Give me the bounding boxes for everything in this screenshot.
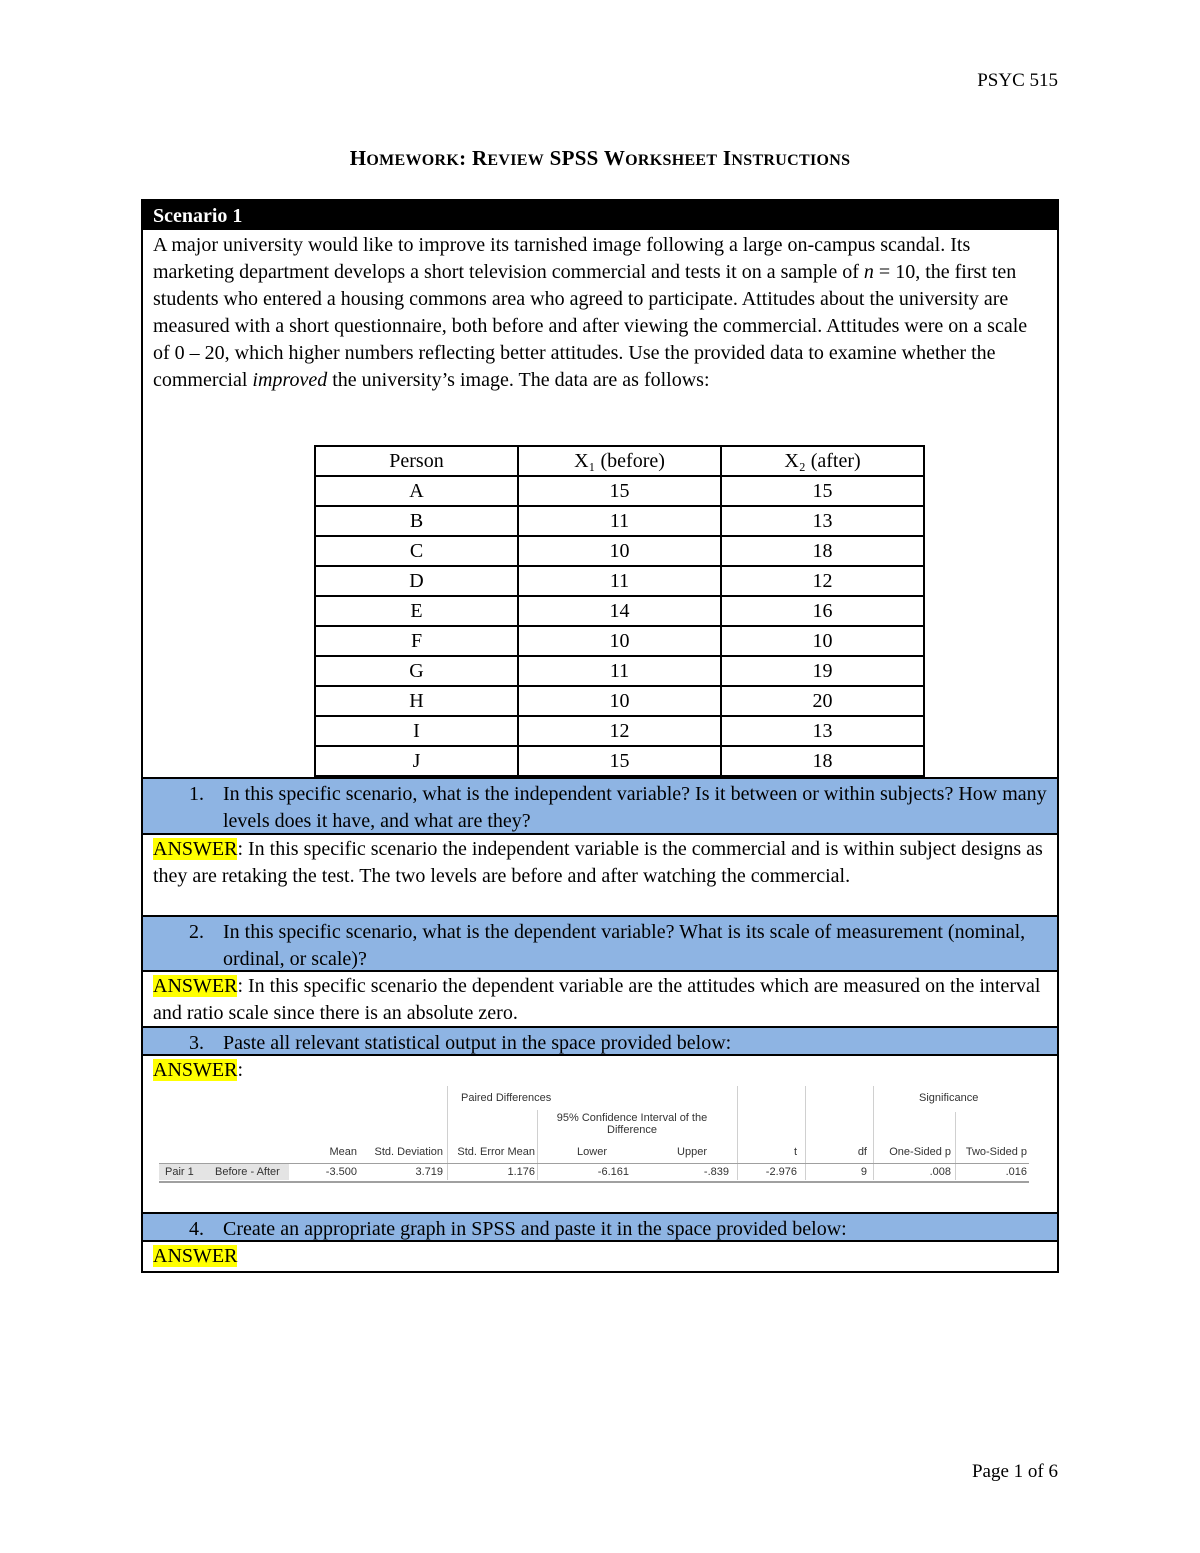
question-number: 3. [189, 1032, 204, 1054]
page-number: Page 1 of 6 [971, 1461, 1058, 1482]
question-1 [143, 777, 1057, 835]
value-std-dev: 3.719 [415, 1166, 443, 1178]
value-df: 9 [860, 1166, 867, 1178]
col-header-one-sided-p: One-Sided p [889, 1146, 951, 1158]
value-std-err: 1.176 [507, 1166, 535, 1178]
question-number: 1. [189, 783, 204, 805]
column-header: Person [315, 446, 518, 476]
group-header-paired: Paired Differences [461, 1092, 552, 1104]
question-4 [143, 1212, 1057, 1242]
question-text: In this specific scenario, what is the dependent variable? What is its scale of measurement (nominal, ordinal, or scale)? [223, 921, 1026, 970]
answer-text: : In this specific scenario the dependent variable are the attitudes which are measured on the interval and ratio scale since there is an absolute zero. [153, 975, 1041, 1024]
answer-4 [143, 1242, 1057, 1271]
value-upper: -.839 [703, 1166, 729, 1178]
col-header-std-dev: Std. Deviation [374, 1146, 443, 1158]
value-lower: -6.161 [597, 1166, 629, 1178]
group-header-significance: Significance [919, 1092, 979, 1104]
table-row: E 14 16 [315, 596, 924, 626]
answer-label: ANSWER [153, 1059, 238, 1081]
question-text: In this specific scenario, what is the independent variable? Is it between or within subjects? How many levels does it have, and what are they? [223, 783, 1047, 832]
col-header-mean: Mean [329, 1146, 357, 1158]
column-header: X₁ (before) [518, 446, 721, 476]
col-header-df: df [857, 1146, 867, 1158]
question-2 [143, 915, 1057, 972]
row-label-pair: Pair 1 [165, 1166, 194, 1178]
scenario-heading: Scenario 1 [143, 201, 1057, 230]
table-row: B 11 13 [315, 506, 924, 536]
table-row: H 10 20 [315, 686, 924, 716]
ci-header: 95% Confidence Interval of the Difference [556, 1112, 708, 1136]
answer-label: ANSWER [153, 1245, 238, 1267]
table-row: J 15 18 [315, 746, 924, 776]
column-header: X₂ (after) [721, 446, 924, 476]
question-number: 4. [189, 1218, 204, 1240]
answer-text: : In this specific scenario the independent variable is the commercial and is within subject designs as they are retaking the test. The two levels are before and after watching the commercial. [153, 838, 1043, 887]
col-header-t: t [793, 1146, 797, 1158]
table-row: D 11 12 [315, 566, 924, 596]
value-two-sided-p: .016 [1005, 1166, 1027, 1178]
answer-3: ANSWER: Paired Differences Significance 95% Confidence Interval of the Difference Mean Std. Deviation Std. Error Mean Lower Upper t df One-Sided p Two-Sided p Pair 1 Before - After -3.500 3.719 1.176 -6.161 -.839 -2.976 9 .008 .016 [143, 1056, 1057, 1212]
col-header-lower: Lower [577, 1146, 607, 1158]
table-row: A 15 15 [315, 476, 924, 506]
value-t: -2.976 [765, 1166, 797, 1178]
answer-label: ANSWER [153, 975, 238, 997]
question-3 [143, 1026, 1057, 1056]
course-code: PSYC 515 [977, 70, 1058, 91]
value-mean: -3.500 [325, 1166, 357, 1178]
page-title: HOMEWORK: REVIEW SPSS WORKSHEET INSTRUCTIONS [349, 146, 851, 170]
col-header-std-err: Std. Error Mean [457, 1146, 535, 1158]
question-text: Paste all relevant statistical output in the space provided below: [223, 1032, 732, 1054]
table-row: I 12 13 [315, 716, 924, 746]
question-text: Create an appropriate graph in SPSS and paste it in the space provided below: [223, 1218, 847, 1240]
table-row: G 11 19 [315, 656, 924, 686]
value-one-sided-p: .008 [929, 1166, 951, 1178]
data-table [314, 445, 925, 777]
table-row: C 10 18 [315, 536, 924, 566]
col-header-two-sided-p: Two-Sided p [965, 1146, 1027, 1158]
worksheet-frame [141, 199, 1059, 1273]
table-header-row [315, 446, 924, 476]
answer-1 [143, 835, 1057, 915]
question-number: 2. [189, 921, 204, 943]
row-label-comparison: Before - After [215, 1166, 280, 1178]
answer-label: ANSWER [153, 838, 238, 860]
table-row: F 10 10 [315, 626, 924, 656]
answer-2 [143, 972, 1057, 1026]
col-header-upper: Upper [677, 1146, 707, 1158]
scenario-description: A major university would like to improve its tarnished image following a large on-campus scandal. Its marketing department develops a short television commercial and tests it on a sample of n = 10, the first ten students who entered a housing commons area who agreed to participate. Attitudes about the university are measured with a short questionnaire, both before and after viewing the commercial. Attitudes were on a scale of 0 – 20, which higher numbers reflecting better attitudes. Use the provided data to examine whether the commercial improved the university’s image. The data are as follows: [153, 234, 1028, 391]
